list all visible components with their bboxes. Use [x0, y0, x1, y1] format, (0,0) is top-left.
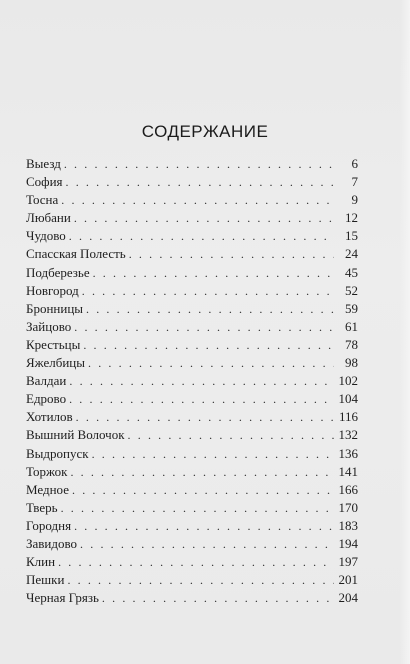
toc-entry-title: Яжелбицы: [26, 355, 86, 371]
dot-leader: [74, 209, 334, 227]
dot-leader: [128, 426, 334, 444]
toc-entry-page: 201: [338, 572, 358, 588]
dot-leader: [61, 191, 334, 209]
toc-entry: [26, 390, 358, 408]
dot-leader: [92, 445, 334, 463]
toc-entry-title: София: [26, 174, 63, 190]
dot-leader: [69, 372, 334, 390]
dot-leader: [64, 155, 334, 173]
dot-leader: [66, 173, 334, 191]
dot-leader: [83, 336, 334, 354]
toc-entry-title: Городня: [26, 517, 72, 533]
toc-entry-page: 170: [338, 499, 358, 515]
toc-entry-page: 78: [345, 336, 358, 352]
toc-entry-page: 24: [345, 246, 358, 262]
dot-leader: [88, 354, 334, 372]
toc-entry: [26, 589, 358, 607]
toc-entry: [26, 481, 358, 499]
toc-entry-title: Зайцово: [26, 318, 72, 334]
toc-entry-title: Любани: [26, 210, 71, 226]
toc-entry-page: 132: [338, 427, 358, 443]
toc-entry-page: 52: [345, 282, 358, 298]
toc-entry: [26, 318, 358, 336]
toc-entry-page: 141: [338, 463, 358, 479]
toc-entry-page: 166: [338, 481, 358, 497]
toc-entry: [26, 227, 358, 245]
toc-entry: [26, 191, 358, 209]
toc-entry-title: Едрово: [26, 391, 67, 407]
toc-entry: [26, 372, 358, 390]
toc-entry-title: Завидово: [26, 535, 78, 551]
toc-entry: [26, 336, 358, 354]
toc-entry-page: 59: [345, 300, 358, 316]
toc-entry-page: 61: [345, 318, 358, 334]
toc-entry-page: 104: [338, 391, 358, 407]
toc-entry: [26, 445, 358, 463]
toc-entry-page: 183: [338, 517, 358, 533]
dot-leader: [69, 390, 334, 408]
dot-leader: [72, 481, 334, 499]
toc-entry-title: Новгород: [26, 282, 79, 298]
toc-entry-page: 9: [351, 192, 358, 208]
toc-entry-page: 102: [338, 373, 358, 389]
toc-entry: [26, 553, 358, 571]
toc-entry-page: 116: [338, 409, 358, 425]
page-edge: [400, 0, 410, 664]
dot-leader: [86, 300, 334, 318]
toc-entry-title: Бронницы: [26, 300, 84, 316]
toc-entry-page: 136: [338, 445, 358, 461]
dot-leader: [82, 282, 334, 300]
dot-leader: [70, 463, 334, 481]
toc-entry-title: Торжок: [26, 463, 68, 479]
toc-entry-title: Черная Грязь: [26, 590, 99, 606]
dot-leader: [80, 535, 334, 553]
toc-entry-page: 98: [345, 355, 358, 371]
dot-leader: [93, 264, 334, 282]
toc-entry-title: Пешки: [26, 572, 65, 588]
toc-entry-title: Тосна: [26, 192, 59, 208]
toc-entry: [26, 571, 358, 589]
toc-entry-title: Вышний Волочок: [26, 427, 125, 443]
dot-leader: [67, 571, 334, 589]
toc-entry-title: Чудово: [26, 228, 66, 244]
toc-entry: [26, 426, 358, 444]
toc-entry-title: Крестьцы: [26, 336, 81, 352]
toc-entry: [26, 535, 358, 553]
dot-leader: [58, 553, 334, 571]
dot-leader: [102, 589, 334, 607]
toc-entry: [26, 408, 358, 426]
dot-leader: [76, 408, 334, 426]
toc-entry: [26, 209, 358, 227]
toc-entry-page: 12: [345, 210, 358, 226]
toc-entry: [26, 282, 358, 300]
toc-entry-title: Подберезье: [26, 264, 90, 280]
toc-entry-page: 197: [338, 554, 358, 570]
toc-entry: [26, 463, 358, 481]
toc-entry-title: Спасская Полесть: [26, 246, 126, 262]
toc-entry-title: Тверь: [26, 499, 58, 515]
toc-heading: СОДЕРЖАНИЕ: [141, 122, 269, 141]
toc-entry: [26, 354, 358, 372]
toc-entry: [26, 155, 358, 173]
toc-entry: [26, 245, 358, 263]
toc-entry-page: 7: [351, 174, 358, 190]
toc-entry-title: Валдаи: [26, 373, 67, 389]
toc-entry-title: Хотилов: [26, 409, 73, 425]
toc-entry: [26, 499, 358, 517]
dot-leader: [74, 517, 334, 535]
toc-entry: [26, 173, 358, 191]
toc-entry-page: 204: [338, 590, 358, 606]
toc-entry: [26, 264, 358, 282]
toc-entry-page: 45: [345, 264, 358, 280]
toc-entry-page: 15: [345, 228, 358, 244]
dot-leader: [61, 499, 334, 517]
toc-entry-title: Медное: [26, 481, 69, 497]
toc-entry-page: 6: [351, 156, 358, 171]
dot-leader: [69, 227, 334, 245]
toc-entry-page: 194: [338, 535, 358, 551]
toc-entry: [26, 517, 358, 535]
toc-entry-title: Выдропуск: [26, 445, 89, 461]
toc-entry-title: Клин: [26, 554, 56, 570]
toc-entry-title: Выезд: [26, 156, 61, 171]
toc-list: [26, 155, 358, 607]
dot-leader: [129, 245, 334, 263]
toc-entry: [26, 300, 358, 318]
dot-leader: [74, 318, 334, 336]
